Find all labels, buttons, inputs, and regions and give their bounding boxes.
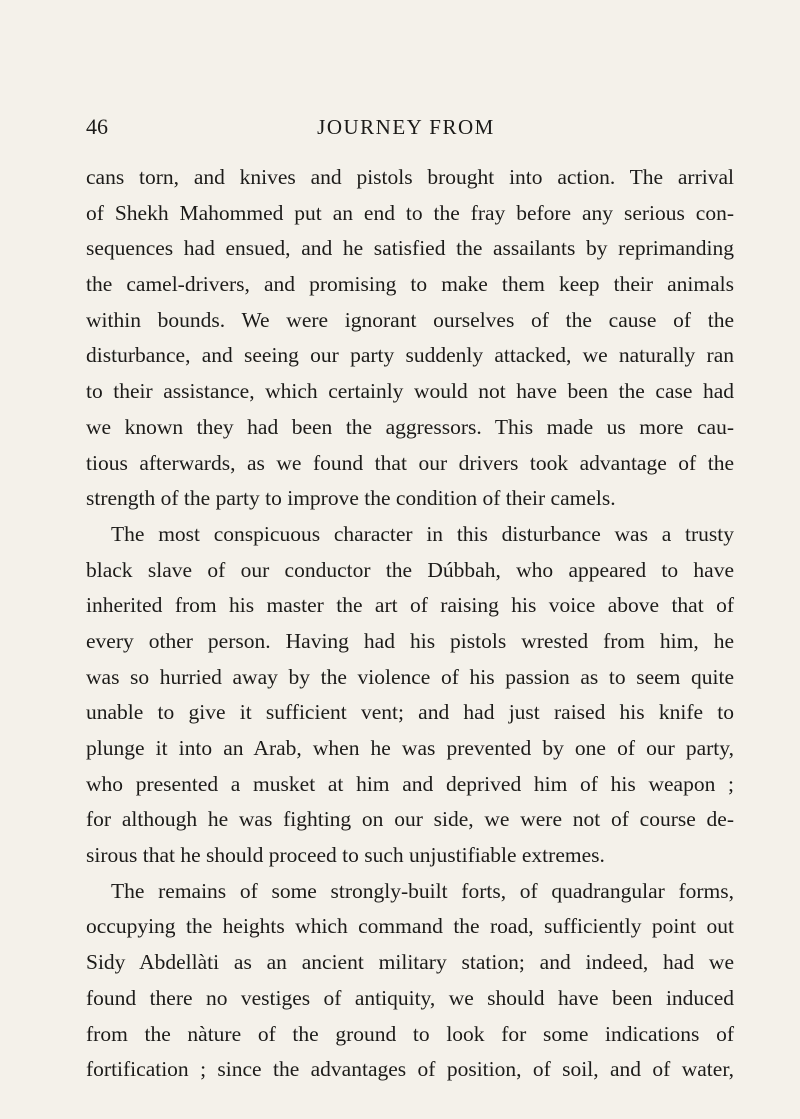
text-line: inherited from his master the art of raising his voice above that of (86, 593, 734, 618)
text-line: who presented a musket at him and deprived him of his weapon ; (86, 771, 734, 796)
text-line: unable to give it sufficient vent; and had just raised his knife to (86, 700, 734, 725)
body-text (86, 160, 734, 1088)
page-number: 46 (86, 114, 108, 139)
text-line: black slave of our conductor the Dúbbah, who appeared to have (86, 557, 734, 582)
text-line: sequences had ensued, and he satisfied the assailants by reprimanding (86, 236, 734, 261)
text-line: of Shekh Mahommed put an end to the fray before any serious con- (86, 200, 734, 225)
text-line: Sidy Abdellàti as an ancient military station; and indeed, had we (86, 950, 734, 975)
text-line: cans torn, and knives and pistols brought into action. The arrival (86, 165, 734, 189)
text-line: within bounds. We were ignorant ourselves of the cause of the (86, 307, 734, 332)
text-line: for although he was fighting on our side, we were not of course de- (86, 807, 734, 832)
running-head (86, 112, 726, 142)
text-line: from the nàture of the ground to look for some indications of (86, 1021, 734, 1046)
text-line: The remains of some strongly-built forts, of quadrangular forms, (111, 878, 734, 903)
text-line: every other person. Having had his pistols wrested from him, he (86, 628, 734, 653)
text-line: the camel-drivers, and promising to make them keep their animals (86, 272, 734, 297)
text-line: plunge it into an Arab, when he was prevented by one of our party, (86, 736, 734, 760)
text-line: was so hurried away by the violence of his passion as to seem quite (86, 664, 734, 689)
text-line: occupying the heights which command the road, sufficiently point out (86, 914, 734, 939)
text-line: we known they had been the aggressors. This made us more cau- (86, 414, 734, 439)
text-line: The most conspicuous character in this disturbance was a trusty (111, 521, 734, 546)
text-line: tious afterwards, as we found that our drivers took advantage of the (86, 450, 734, 475)
running-head-title: JOURNEY FROM (317, 115, 495, 139)
text-line: strength of the party to improve the condition of their camels. (86, 486, 616, 511)
text-line: fortification ; since the advantages of position, of soil, and of water, (86, 1057, 734, 1082)
text-line: sirous that he should proceed to such unjustifiable extremes. (86, 843, 605, 868)
text-line: to their assistance, which certainly would not have been the case had (86, 379, 734, 404)
text-line: disturbance, and seeing our party suddenly attacked, we naturally ran (86, 343, 734, 368)
text-line: found there no vestiges of antiquity, we should have been induced (86, 985, 734, 1010)
